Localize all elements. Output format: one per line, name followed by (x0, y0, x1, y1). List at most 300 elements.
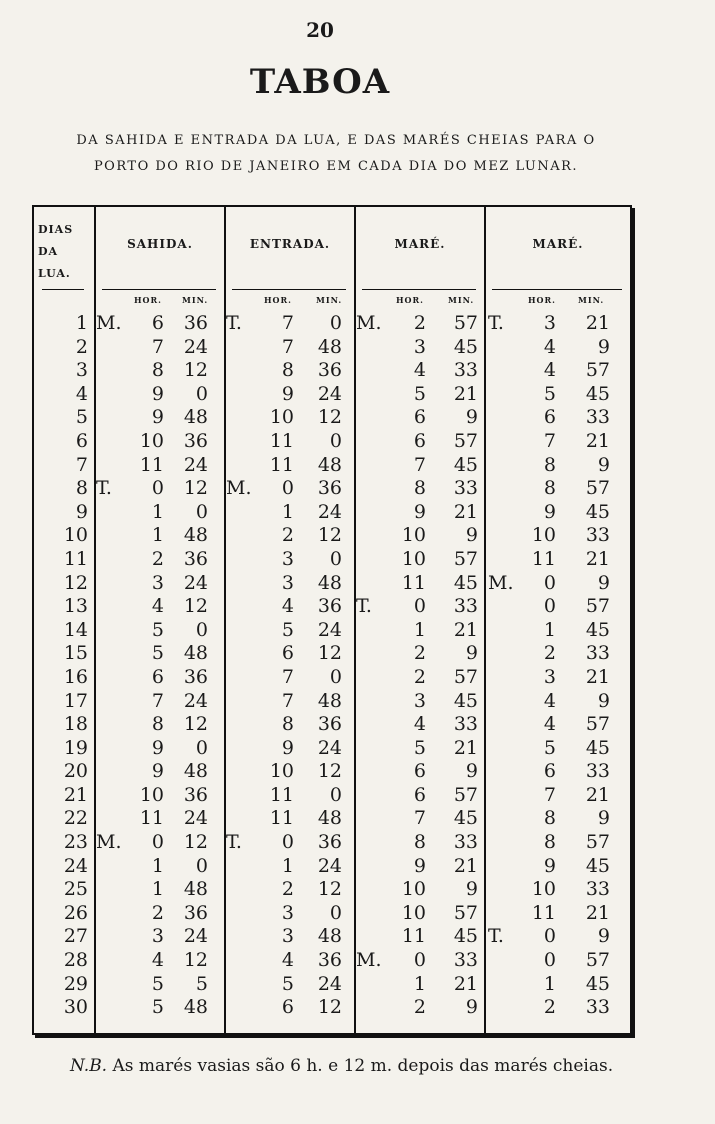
cell-e-h: 5 (281, 972, 294, 995)
subheader-minutes: MIN. (448, 295, 475, 305)
cell-s-h: 5 (151, 618, 164, 641)
cell-s-pre: M. (96, 831, 122, 854)
cell-m1-m: 57 (453, 429, 478, 452)
cell-day: 4 (75, 382, 88, 405)
cell-m1-m: 9 (465, 878, 478, 901)
cell-e-h: 10 (269, 406, 294, 429)
cell-m2-h: 0 (543, 571, 556, 594)
cell-m1-m: 57 (453, 901, 478, 924)
cell-m1-m: 21 (453, 500, 478, 523)
cell-day: 22 (63, 807, 88, 830)
cell-m1-h: 9 (413, 854, 426, 877)
cell-m1-h: 5 (413, 736, 426, 759)
header-entrada: ENTRADA. (249, 237, 331, 251)
cell-e-m: 0 (329, 901, 342, 924)
cell-day: 21 (63, 783, 88, 806)
cell-e-h: 11 (269, 783, 294, 806)
cell-s-m: 36 (183, 429, 208, 452)
cell-s-m: 48 (183, 878, 208, 901)
cell-e-h: 0 (281, 831, 294, 854)
cell-m1-m: 57 (453, 312, 478, 334)
cell-m2-h: 11 (531, 901, 556, 924)
cell-s-m: 36 (183, 312, 208, 334)
cell-m2-m: 33 (585, 878, 610, 901)
table-row (34, 784, 630, 808)
cell-m1-m: 9 (465, 642, 478, 665)
cell-day: 6 (75, 429, 88, 452)
footnote-text: As marés vasias são 6 h. e 12 m. depois das marés cheias. (112, 1056, 614, 1076)
cell-m1-m: 21 (453, 382, 478, 405)
cell-e-h: 2 (281, 524, 294, 547)
cell-e-m: 36 (317, 359, 342, 382)
cell-s-m: 36 (183, 783, 208, 806)
cell-day: 2 (75, 335, 88, 358)
cell-m1-m: 9 (465, 996, 478, 1019)
cell-m1-pre: M. (356, 312, 382, 334)
cell-e-pre: T. (226, 312, 242, 334)
cell-m2-h: 3 (543, 665, 556, 688)
cell-s-m: 12 (183, 949, 208, 972)
cell-s-h: 9 (151, 736, 164, 759)
cell-m2-h: 4 (543, 713, 556, 736)
cell-e-m: 0 (329, 547, 342, 570)
cell-m1-h: 3 (413, 689, 426, 712)
cell-m1-m: 45 (453, 453, 478, 476)
cell-m1-m: 57 (453, 783, 478, 806)
cell-m2-h: 10 (531, 524, 556, 547)
cell-e-h: 3 (281, 547, 294, 570)
cell-e-m: 12 (317, 996, 342, 1019)
table-row (34, 666, 630, 690)
cell-s-h: 5 (151, 642, 164, 665)
subheader-hours: HOR. (396, 295, 424, 305)
cell-day: 28 (63, 949, 88, 972)
cell-s-m: 24 (183, 807, 208, 830)
table-row (34, 831, 630, 855)
subheader-hours: HOR. (134, 295, 162, 305)
table-row (34, 430, 630, 454)
cell-m2-m: 33 (585, 524, 610, 547)
page-number: 20 (306, 18, 334, 42)
cell-e-h: 3 (281, 901, 294, 924)
cell-m1-pre: M. (356, 949, 382, 972)
subheader-minutes: MIN. (578, 295, 605, 305)
header-days-of-moon: DIAS DA LUA. (38, 223, 74, 280)
cell-e-m: 48 (317, 335, 342, 358)
cell-day: 16 (63, 665, 88, 688)
cell-s-m: 48 (183, 524, 208, 547)
cell-e-m: 36 (317, 831, 342, 854)
cell-m2-h: 4 (543, 335, 556, 358)
cell-m1-h: 11 (401, 571, 426, 594)
table-row (34, 690, 630, 714)
cell-s-m: 12 (183, 477, 208, 500)
page-title: TABOA (249, 62, 391, 102)
cell-m1-m: 9 (465, 406, 478, 429)
table-row (34, 383, 630, 407)
cell-m1-m: 33 (453, 595, 478, 618)
cell-day: 30 (63, 996, 88, 1019)
cell-s-m: 48 (183, 760, 208, 783)
cell-m1-m: 45 (453, 335, 478, 358)
cell-e-pre: T. (226, 831, 242, 854)
cell-s-h: 7 (151, 689, 164, 712)
cell-s-h: 4 (151, 949, 164, 972)
cell-day: 1 (75, 312, 88, 334)
cell-s-h: 11 (139, 807, 164, 830)
cell-e-m: 0 (329, 429, 342, 452)
cell-s-h: 9 (151, 760, 164, 783)
subheader-minutes: MIN. (316, 295, 343, 305)
page-subtitle (46, 128, 626, 180)
table-row (34, 925, 630, 949)
table-row (34, 807, 630, 831)
cell-e-m: 0 (329, 665, 342, 688)
cell-m2-m: 45 (585, 854, 610, 877)
cell-m2-m: 21 (585, 429, 610, 452)
table-row (34, 524, 630, 548)
cell-m1-m: 57 (453, 547, 478, 570)
table-row (34, 996, 630, 1020)
cell-m1-h: 3 (413, 335, 426, 358)
cell-s-m: 12 (183, 595, 208, 618)
cell-day: 29 (63, 972, 88, 995)
cell-m2-h: 8 (543, 477, 556, 500)
cell-s-h: 1 (151, 500, 164, 523)
cell-m2-pre: M. (488, 571, 514, 594)
subtitle-line-1: DA SAHIDA E ENTRADA DA LUA, E DAS MARÉS CHEIAS PARA O (76, 133, 596, 148)
table-body (34, 312, 630, 1020)
cell-m1-m: 45 (453, 689, 478, 712)
cell-e-h: 7 (281, 665, 294, 688)
cell-m2-h: 9 (543, 500, 556, 523)
tide-table (32, 205, 632, 1035)
header-mare-1: MARÉ. (394, 237, 446, 251)
cell-e-m: 36 (317, 713, 342, 736)
cell-e-m: 48 (317, 571, 342, 594)
cell-m1-h: 9 (413, 500, 426, 523)
table-row (34, 572, 630, 596)
cell-e-m: 36 (317, 477, 342, 500)
cell-m1-h: 7 (413, 453, 426, 476)
cell-m1-h: 6 (413, 429, 426, 452)
cell-m1-m: 45 (453, 807, 478, 830)
cell-m2-h: 4 (543, 359, 556, 382)
cell-m1-m: 21 (453, 972, 478, 995)
cell-m2-m: 45 (585, 736, 610, 759)
cell-m2-m: 21 (585, 312, 610, 334)
cell-day: 19 (63, 736, 88, 759)
cell-m2-h: 7 (543, 783, 556, 806)
subheader-minutes: MIN. (182, 295, 209, 305)
cell-m1-h: 2 (413, 996, 426, 1019)
cell-m1-h: 6 (413, 406, 426, 429)
cell-s-m: 24 (183, 453, 208, 476)
cell-e-h: 9 (281, 736, 294, 759)
cell-s-h: 0 (151, 831, 164, 854)
table-row (34, 949, 630, 973)
cell-e-m: 24 (317, 382, 342, 405)
cell-m1-h: 10 (401, 547, 426, 570)
cell-m2-h: 7 (543, 429, 556, 452)
cell-m2-h: 5 (543, 736, 556, 759)
cell-m1-h: 10 (401, 524, 426, 547)
cell-m1-h: 4 (413, 713, 426, 736)
cell-e-h: 11 (269, 429, 294, 452)
cell-s-pre: T. (96, 477, 112, 500)
cell-m2-m: 57 (585, 359, 610, 382)
cell-m2-m: 21 (585, 547, 610, 570)
cell-m1-h: 8 (413, 831, 426, 854)
cell-day: 14 (63, 618, 88, 641)
cell-m1-m: 9 (465, 760, 478, 783)
table-row (34, 973, 630, 997)
cell-day: 7 (75, 453, 88, 476)
cell-day: 11 (63, 547, 88, 570)
cell-s-m: 48 (183, 996, 208, 1019)
cell-day: 13 (63, 595, 88, 618)
cell-m1-m: 21 (453, 736, 478, 759)
table-row (34, 359, 630, 383)
cell-m2-pre: T. (488, 312, 504, 334)
cell-s-m: 36 (183, 901, 208, 924)
header-sahida: SAHIDA. (127, 237, 193, 251)
cell-e-m: 24 (317, 972, 342, 995)
cell-s-m: 0 (195, 854, 208, 877)
cell-m2-h: 8 (543, 453, 556, 476)
cell-m1-m: 33 (453, 949, 478, 972)
cell-s-h: 9 (151, 382, 164, 405)
cell-day: 23 (63, 831, 88, 854)
cell-day: 24 (63, 854, 88, 877)
cell-m1-m: 33 (453, 359, 478, 382)
cell-day: 20 (63, 760, 88, 783)
subheader-hours: HOR. (528, 295, 556, 305)
cell-e-m: 12 (317, 642, 342, 665)
cell-e-m: 24 (317, 618, 342, 641)
table-row (34, 855, 630, 879)
cell-e-m: 12 (317, 406, 342, 429)
footnote-label: N.B. (70, 1056, 108, 1076)
cell-m2-h: 8 (543, 831, 556, 854)
cell-m2-m: 45 (585, 500, 610, 523)
cell-s-m: 48 (183, 406, 208, 429)
cell-s-m: 48 (183, 642, 208, 665)
cell-e-h: 0 (281, 477, 294, 500)
cell-e-h: 10 (269, 760, 294, 783)
cell-m2-m: 33 (585, 760, 610, 783)
cell-m2-h: 2 (543, 642, 556, 665)
cell-m1-h: 1 (413, 972, 426, 995)
cell-day: 5 (75, 406, 88, 429)
table-row (34, 336, 630, 360)
cell-m2-h: 0 (543, 925, 556, 948)
cell-m2-h: 10 (531, 878, 556, 901)
header-underline (102, 289, 216, 290)
cell-m2-m: 57 (585, 477, 610, 500)
cell-m1-h: 0 (413, 595, 426, 618)
cell-s-h: 5 (151, 972, 164, 995)
cell-m2-h: 9 (543, 854, 556, 877)
cell-day: 27 (63, 925, 88, 948)
cell-e-h: 11 (269, 453, 294, 476)
cell-e-h: 5 (281, 618, 294, 641)
cell-e-h: 1 (281, 854, 294, 877)
cell-m2-m: 21 (585, 901, 610, 924)
cell-day: 18 (63, 713, 88, 736)
cell-s-h: 1 (151, 524, 164, 547)
cell-s-m: 5 (195, 972, 208, 995)
cell-m2-m: 9 (597, 335, 610, 358)
cell-s-h: 2 (151, 547, 164, 570)
table-row (34, 595, 630, 619)
cell-s-h: 7 (151, 335, 164, 358)
cell-day: 17 (63, 689, 88, 712)
cell-m2-m: 45 (585, 972, 610, 995)
cell-m1-m: 21 (453, 618, 478, 641)
cell-m2-h: 2 (543, 996, 556, 1019)
table-row (34, 878, 630, 902)
cell-m1-h: 11 (401, 925, 426, 948)
cell-e-m: 12 (317, 878, 342, 901)
cell-e-h: 4 (281, 949, 294, 972)
cell-s-h: 10 (139, 783, 164, 806)
cell-m2-m: 9 (597, 689, 610, 712)
header-underline (42, 289, 84, 290)
cell-m1-h: 10 (401, 901, 426, 924)
cell-s-m: 0 (195, 618, 208, 641)
cell-e-m: 36 (317, 949, 342, 972)
cell-m1-m: 45 (453, 571, 478, 594)
cell-s-h: 10 (139, 429, 164, 452)
cell-s-m: 24 (183, 925, 208, 948)
cell-m2-m: 57 (585, 949, 610, 972)
cell-m1-h: 2 (413, 312, 426, 334)
cell-m1-h: 0 (413, 949, 426, 972)
cell-e-m: 48 (317, 807, 342, 830)
table-row (34, 619, 630, 643)
table-row (34, 760, 630, 784)
cell-m2-h: 8 (543, 807, 556, 830)
table-row (34, 501, 630, 525)
cell-s-h: 5 (151, 996, 164, 1019)
table-row (34, 713, 630, 737)
cell-day: 26 (63, 901, 88, 924)
cell-s-h: 3 (151, 571, 164, 594)
cell-s-h: 11 (139, 453, 164, 476)
cell-m2-m: 9 (597, 571, 610, 594)
cell-s-m: 36 (183, 665, 208, 688)
cell-m2-m: 33 (585, 642, 610, 665)
cell-e-h: 6 (281, 996, 294, 1019)
table-row (34, 642, 630, 666)
cell-e-h: 7 (281, 689, 294, 712)
cell-m2-m: 21 (585, 665, 610, 688)
cell-s-h: 8 (151, 359, 164, 382)
cell-e-h: 7 (281, 335, 294, 358)
cell-s-h: 8 (151, 713, 164, 736)
cell-m1-h: 5 (413, 382, 426, 405)
table-row (34, 548, 630, 572)
cell-e-m: 48 (317, 689, 342, 712)
subheader-hours: HOR. (264, 295, 292, 305)
cell-m1-m: 33 (453, 831, 478, 854)
cell-m2-m: 33 (585, 406, 610, 429)
cell-e-h: 8 (281, 713, 294, 736)
cell-e-m: 48 (317, 453, 342, 476)
cell-e-h: 11 (269, 807, 294, 830)
cell-s-h: 1 (151, 854, 164, 877)
cell-s-pre: M. (96, 312, 122, 334)
cell-s-h: 2 (151, 901, 164, 924)
cell-m1-pre: T. (356, 595, 372, 618)
header-underline (492, 289, 622, 290)
cell-s-m: 12 (183, 713, 208, 736)
cell-s-h: 0 (151, 477, 164, 500)
cell-m1-m: 57 (453, 665, 478, 688)
cell-m2-h: 6 (543, 406, 556, 429)
cell-e-m: 24 (317, 500, 342, 523)
cell-m2-h: 0 (543, 949, 556, 972)
cell-s-m: 0 (195, 382, 208, 405)
cell-s-m: 12 (183, 359, 208, 382)
cell-m2-h: 6 (543, 760, 556, 783)
cell-e-m: 48 (317, 925, 342, 948)
cell-e-h: 3 (281, 571, 294, 594)
cell-e-h: 2 (281, 878, 294, 901)
cell-m1-h: 7 (413, 807, 426, 830)
cell-s-m: 12 (183, 831, 208, 854)
cell-m2-m: 45 (585, 382, 610, 405)
header-mare-2: MARÉ. (532, 237, 584, 251)
cell-e-m: 0 (329, 783, 342, 806)
cell-m1-m: 45 (453, 925, 478, 948)
cell-e-h: 8 (281, 359, 294, 382)
cell-m2-h: 1 (543, 972, 556, 995)
cell-day: 10 (63, 524, 88, 547)
cell-m2-h: 11 (531, 547, 556, 570)
cell-s-h: 4 (151, 595, 164, 618)
table-row (34, 902, 630, 926)
cell-s-h: 6 (151, 312, 164, 334)
cell-s-m: 24 (183, 571, 208, 594)
cell-e-h: 9 (281, 382, 294, 405)
subtitle-line-2: PORTO DO RIO DE JANEIRO EM CADA DIA DO MEZ LUNAR. (93, 159, 579, 174)
cell-e-m: 24 (317, 854, 342, 877)
table-row (34, 454, 630, 478)
cell-m2-m: 21 (585, 783, 610, 806)
cell-m2-m: 9 (597, 925, 610, 948)
cell-s-m: 24 (183, 689, 208, 712)
cell-day: 8 (75, 477, 88, 500)
cell-m2-h: 0 (543, 595, 556, 618)
cell-s-m: 36 (183, 547, 208, 570)
cell-m2-h: 4 (543, 689, 556, 712)
cell-m1-h: 8 (413, 477, 426, 500)
table-row (34, 406, 630, 430)
cell-m2-m: 33 (585, 996, 610, 1019)
cell-s-h: 6 (151, 665, 164, 688)
cell-m2-m: 57 (585, 831, 610, 854)
cell-m2-m: 57 (585, 595, 610, 618)
cell-e-h: 6 (281, 642, 294, 665)
cell-m2-pre: T. (488, 925, 504, 948)
cell-m1-h: 6 (413, 783, 426, 806)
header-underline (362, 289, 476, 290)
table-row (34, 477, 630, 501)
header-underline (232, 289, 346, 290)
cell-m1-m: 33 (453, 477, 478, 500)
